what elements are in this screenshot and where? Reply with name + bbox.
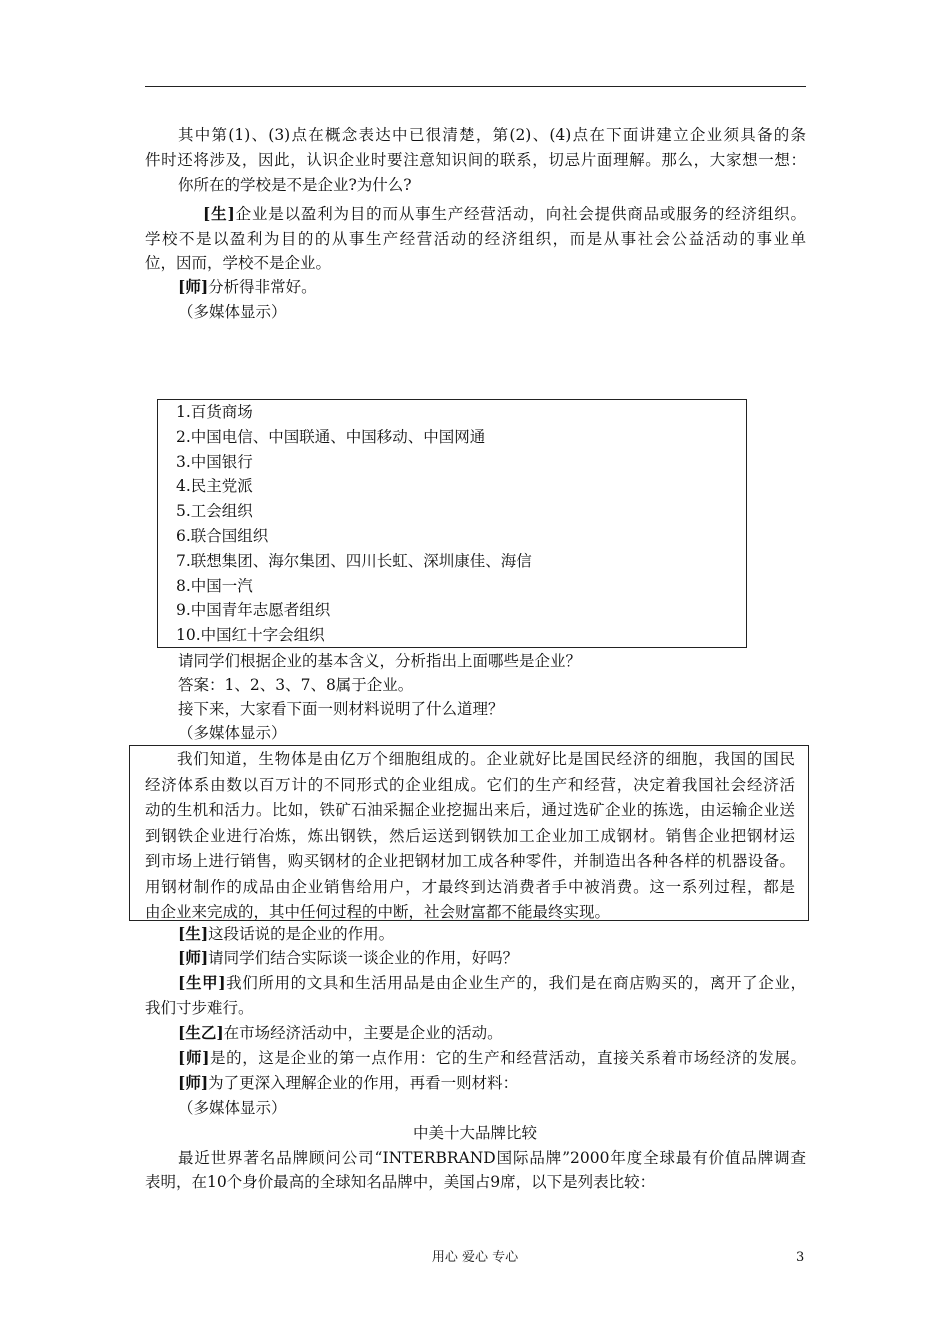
list-item: 6.联合国组织 bbox=[176, 527, 269, 545]
list-item: 9.中国青年志愿者组织 bbox=[176, 601, 331, 620]
student-b-tag: [生乙] bbox=[178, 1023, 224, 1042]
teacher-tag: [师] bbox=[178, 1073, 209, 1092]
material-line: 我们知道，生物体是由亿万个细胞组成的。企业就好比是国民经济的细胞，我国的国民 bbox=[177, 750, 795, 768]
last-line1: 最近世界著名品牌顾问公司“INTERBRAND国际品牌”2000年度全球最有价值品牌调查 bbox=[178, 1149, 806, 1167]
list-item: 2.中国电信、中国联通、中国移动、中国网通 bbox=[176, 427, 486, 446]
list-item: 7.联想集团、海尔集团、四川长虹、深圳康佳、海信 bbox=[176, 551, 532, 570]
list-item: 8.中国一汽 bbox=[176, 576, 253, 595]
last-line2: 表明，在10个身价最高的全球知名品牌中，美国占9席，以下是列表比较： bbox=[145, 1173, 656, 1191]
student-a-tag: [生甲] bbox=[178, 973, 226, 992]
section-title: 中美十大品牌比较 bbox=[412, 1124, 537, 1142]
list-item: 5.工会组织 bbox=[176, 502, 253, 521]
question-1: 请同学们根据企业的基本含义，分析指出上面哪些是企业？ bbox=[178, 652, 582, 670]
page-number: 3 bbox=[796, 1250, 805, 1265]
list-item: 1.百货商场 bbox=[176, 403, 253, 421]
material-box bbox=[129, 745, 809, 921]
p2-line2: 学校不是以盈利为目的的从事生产经营活动的经济组织，而是从事社会公益活动的事业单 bbox=[145, 230, 806, 248]
media-label-1: （多媒体显示） bbox=[178, 303, 287, 321]
dialogue-line: [生乙]在市场经济活动中，主要是企业的活动。 bbox=[178, 1023, 503, 1042]
student-tag: [生] bbox=[178, 924, 209, 943]
answer-1: 答案：1、2、3、7、8属于企业。 bbox=[178, 676, 414, 694]
p1-line3: 你所在的学校是不是企业?为什么? bbox=[178, 176, 412, 194]
list-item: 4.民主党派 bbox=[176, 477, 253, 496]
dialogue-line: [师]是的，这是企业的第一点作用：它的生产和经营活动，直接关系着市场经济的发展。 bbox=[178, 1048, 806, 1067]
material-line: 到市场上进行销售，购买钢材的企业把钢材加工成各种零件，并制造出各种各样的机器设备。 bbox=[145, 852, 795, 870]
p1-line2: 件时还将涉及，因此，认识企业时要注意知识间的联系，切忌片面理解。那么，大家想一想： bbox=[145, 151, 806, 169]
teacher-tag: [师] bbox=[178, 1048, 210, 1067]
header-rule bbox=[145, 86, 806, 87]
teacher-tag: [师] bbox=[178, 948, 209, 967]
p2-line3: 位，因而，学校不是企业。 bbox=[145, 254, 332, 272]
dialogue-line-cont: 我们寸步难行。 bbox=[145, 999, 254, 1017]
media-label-2: （多媒体显示） bbox=[178, 724, 287, 742]
p1-line1: 其中第(1)、(3)点在概念表达中已很清楚，第(2)、(4)点在下面讲建立企业须具备的条 bbox=[178, 126, 806, 144]
organization-list-box bbox=[157, 399, 747, 648]
question-2: 接下来，大家看下面一则材料说明了什么道理？ bbox=[178, 700, 504, 718]
material-line: 到钢铁企业进行冶炼，炼出钢铁，然后运送到钢铁加工企业加工成钢材。销售企业把钢材运 bbox=[145, 826, 795, 845]
material-line: 经济体系由数以百万计的不同形式的企业组成。它们的生产和经营，决定着我国社会经济活 bbox=[145, 775, 795, 794]
dialogue-line: [生甲]我们所用的文具和生活用品是由企业生产的，我们是在商店购买的，离开了企业， bbox=[178, 973, 806, 992]
material-line: 用钢材制作的成品由企业销售给用户，才最终到达消费者手中被消费。这一系列过程，都是 bbox=[145, 877, 795, 896]
footer-motto: 用心 爱心 专心 bbox=[431, 1250, 519, 1265]
dialogue-line: [师]为了更深入理解企业的作用，再看一则材料： bbox=[178, 1073, 519, 1092]
teacher-tag: [师] bbox=[178, 277, 209, 296]
p3-line: [师]分析得非常好。 bbox=[178, 277, 317, 296]
list-item: 3.中国银行 bbox=[176, 452, 253, 471]
material-line: 动的生机和活力。比如，铁矿石油采掘企业挖掘出来后，通过选矿企业的拣选，由运输企业送 bbox=[145, 801, 795, 819]
dialogue-line: [生]这段话说的是企业的作用。 bbox=[178, 924, 395, 943]
material-line: 由企业来完成的，其中任何过程的中断，社会财富都不能最终实现。 bbox=[145, 903, 611, 921]
list-item: 10.中国红十字会组织 bbox=[176, 626, 325, 645]
media-label-3: （多媒体显示） bbox=[178, 1099, 287, 1117]
p2-line1: [生]企业是以盈利为目的而从事生产经营活动，向社会提供商品或服务的经济组织。 bbox=[203, 204, 806, 223]
dialogue-line: [师]请同学们结合实际谈一谈企业的作用，好吗？ bbox=[178, 948, 519, 967]
student-tag: [生] bbox=[203, 204, 235, 223]
